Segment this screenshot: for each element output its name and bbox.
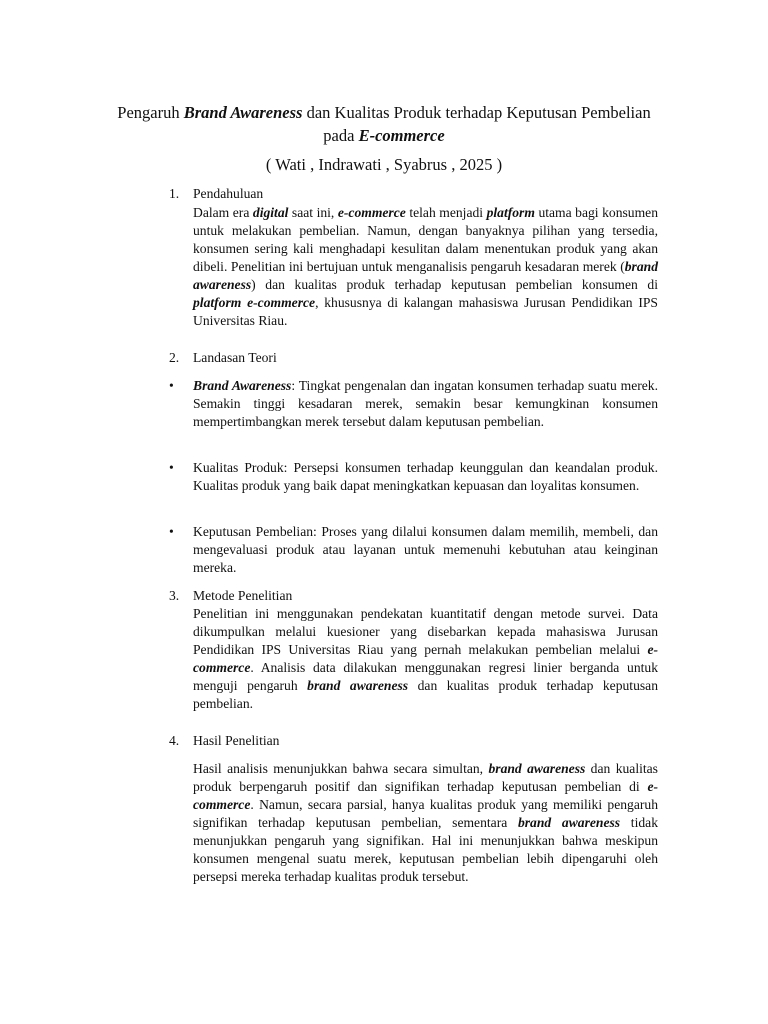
title-emphasis-brand-awareness: Brand Awareness: [183, 103, 303, 122]
title-text-2: dan Kualitas Produk terhadap Keputusan Pembelian pada: [302, 103, 651, 145]
bullet-kualitas-produk: Kualitas Produk: Persepsi konsumen terhadap keunggulan dan keandalan produk. Kualitas produk yang baik dapat meningkatkan kepuasan dan loyalitas konsumen.: [193, 460, 658, 493]
section-3-body: Penelitian ini menggunakan pendekatan kuantitatif dengan metode survei. Data dikumpulkan melalui kuesioner yang disebarkan kepada mahasiswa Jurusan Pendidikan IPS Universitas Riau yang pernah melakukan pembelian melalui e-commerce. Analisis data dilakukan menggunakan regresi linier berganda untuk menguji pengaruh brand awareness dan kualitas produk terhadap keputusan pembelian.: [193, 606, 658, 711]
document-title: [110, 101, 658, 147]
title-text-1: Pengaruh: [117, 103, 184, 122]
bullet-icon: •: [169, 378, 174, 393]
section-1-body: Dalam era digital saat ini, e-commerce telah menjadi platform utama bagi konsumen untuk melakukan pembelian. Namun, dengan banyaknya pilihan yang tersedia, konsumen sering kali menghadapi kesulitan dalam menentukan produk yang akan dibeli. Penelitian ini bertujuan untuk menganalisis pengaruh kesadaran merek (brand awareness) dan kualitas produk terhadap keputusan pembelian konsumen di platform e-commerce, khususnya di kalangan mahasiswa Jurusan Pendidikan IPS Universitas Riau.: [193, 205, 658, 328]
section-4-heading: Hasil Penelitian: [193, 733, 280, 748]
bullet-icon: •: [169, 460, 174, 475]
title-emphasis-ecommerce: E-commerce: [358, 126, 445, 145]
section-4-number: 4.: [169, 733, 180, 748]
section-3-heading: Metode Penelitian: [193, 588, 293, 603]
bullet-keputusan-pembelian: Keputusan Pembelian: Proses yang dilalui konsumen dalam memilih, membeli, dan mengevaluasi produk atau layanan untuk memenuhi kebutuhan atau keinginan mereka.: [193, 524, 658, 575]
section-1-number: 1.: [169, 186, 180, 201]
section-3-number: 3.: [169, 588, 180, 603]
bullet-brand-awareness: Brand Awareness: Tingkat pengenalan dan ingatan konsumen terhadap suatu merek. Semakin tinggi kesadaran merek, semakin besar kemungkinan konsumen mempertimbangkan merek tersebut dalam keputusan pembelian.: [193, 378, 658, 429]
section-2-heading: Landasan Teori: [193, 350, 277, 365]
section-4-body: Hasil analisis menunjukkan bahwa secara simultan, brand awareness dan kualitas produk berpengaruh positif dan signifikan terhadap keputusan pembelian di e-commerce. Namun, secara parsial, hanya kualitas produk yang memiliki pengaruh signifikan terhadap keputusan pembelian, sementara brand awareness tidak menunjukkan pengaruh yang signifikan. Hal ini menunjukkan bahwa meskipun konsumen mengenal suatu merek, keputusan pembelian lebih dipengaruhi oleh persepsi mereka terhadap kualitas produk tersebut.: [193, 761, 658, 884]
bullet-icon: •: [169, 524, 174, 539]
section-2-number: 2.: [169, 350, 180, 365]
authors-line: ( Wati , Indrawati , Syabrus , 2025 ): [265, 155, 503, 174]
section-1-heading: Pendahuluan: [193, 186, 264, 201]
